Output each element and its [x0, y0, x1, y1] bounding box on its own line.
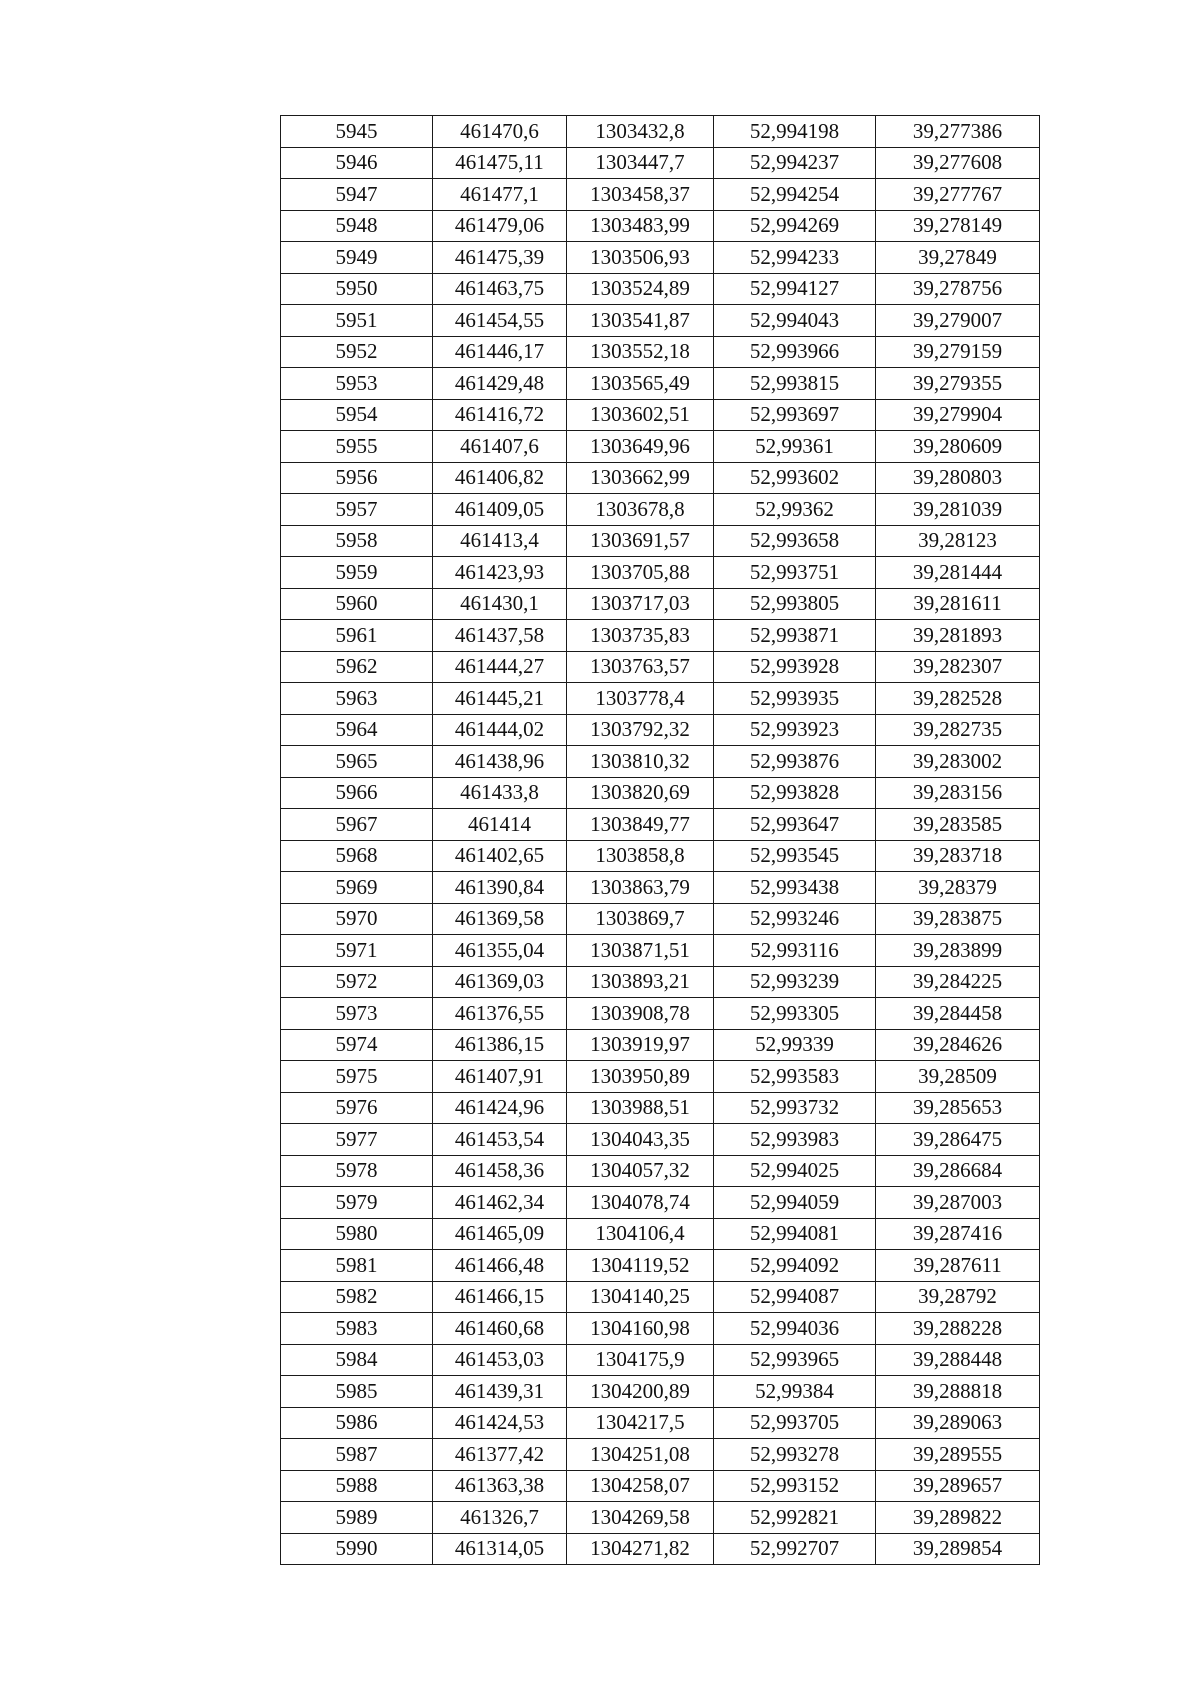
- table-row: [281, 620, 1040, 652]
- table-row: [281, 1407, 1040, 1439]
- latitude-cell: 52,993965: [714, 1344, 876, 1376]
- latitude-cell: 52,994127: [714, 273, 876, 305]
- point-number-cell: 5966: [281, 777, 433, 809]
- y-coordinate-cell: 1303893,21: [567, 966, 714, 998]
- x-coordinate-cell: 461462,34: [433, 1187, 567, 1219]
- longitude-cell: 39,287003: [876, 1187, 1040, 1219]
- longitude-cell: 39,28509: [876, 1061, 1040, 1093]
- point-number-cell: 5969: [281, 872, 433, 904]
- latitude-cell: 52,993705: [714, 1407, 876, 1439]
- point-number-cell: 5949: [281, 242, 433, 274]
- latitude-cell: 52,994198: [714, 116, 876, 148]
- longitude-cell: 39,280609: [876, 431, 1040, 463]
- point-number-cell: 5948: [281, 210, 433, 242]
- y-coordinate-cell: 1304043,35: [567, 1124, 714, 1156]
- point-number-cell: 5962: [281, 651, 433, 683]
- point-number-cell: 5974: [281, 1029, 433, 1061]
- point-number-cell: 5952: [281, 336, 433, 368]
- latitude-cell: 52,994092: [714, 1250, 876, 1282]
- x-coordinate-cell: 461438,96: [433, 746, 567, 778]
- x-coordinate-cell: 461475,39: [433, 242, 567, 274]
- longitude-cell: 39,279904: [876, 399, 1040, 431]
- point-number-cell: 5976: [281, 1092, 433, 1124]
- x-coordinate-cell: 461407,6: [433, 431, 567, 463]
- latitude-cell: 52,993305: [714, 998, 876, 1030]
- point-number-cell: 5965: [281, 746, 433, 778]
- y-coordinate-cell: 1304140,25: [567, 1281, 714, 1313]
- point-number-cell: 5988: [281, 1470, 433, 1502]
- table-row: [281, 525, 1040, 557]
- longitude-cell: 39,277767: [876, 179, 1040, 211]
- table-row: [281, 462, 1040, 494]
- point-number-cell: 5968: [281, 840, 433, 872]
- y-coordinate-cell: 1303871,51: [567, 935, 714, 967]
- point-number-cell: 5982: [281, 1281, 433, 1313]
- latitude-cell: 52,993966: [714, 336, 876, 368]
- longitude-cell: 39,283899: [876, 935, 1040, 967]
- table-row: [281, 1155, 1040, 1187]
- latitude-cell: 52,994237: [714, 147, 876, 179]
- y-coordinate-cell: 1304175,9: [567, 1344, 714, 1376]
- latitude-cell: 52,994036: [714, 1313, 876, 1345]
- table-row: [281, 399, 1040, 431]
- point-number-cell: 5975: [281, 1061, 433, 1093]
- table-row: [281, 557, 1040, 589]
- x-coordinate-cell: 461454,55: [433, 305, 567, 337]
- latitude-cell: 52,993751: [714, 557, 876, 589]
- latitude-cell: 52,99362: [714, 494, 876, 526]
- y-coordinate-cell: 1303691,57: [567, 525, 714, 557]
- coordinates-table: [280, 115, 1040, 1565]
- y-coordinate-cell: 1303506,93: [567, 242, 714, 274]
- point-number-cell: 5956: [281, 462, 433, 494]
- table-row: [281, 1281, 1040, 1313]
- longitude-cell: 39,277608: [876, 147, 1040, 179]
- longitude-cell: 39,27849: [876, 242, 1040, 274]
- latitude-cell: 52,994059: [714, 1187, 876, 1219]
- table-row: [281, 840, 1040, 872]
- point-number-cell: 5985: [281, 1376, 433, 1408]
- table-row: [281, 1344, 1040, 1376]
- table-row: [281, 1250, 1040, 1282]
- y-coordinate-cell: 1303678,8: [567, 494, 714, 526]
- longitude-cell: 39,286475: [876, 1124, 1040, 1156]
- longitude-cell: 39,288448: [876, 1344, 1040, 1376]
- x-coordinate-cell: 461363,38: [433, 1470, 567, 1502]
- x-coordinate-cell: 461326,7: [433, 1502, 567, 1534]
- x-coordinate-cell: 461466,48: [433, 1250, 567, 1282]
- x-coordinate-cell: 461444,02: [433, 714, 567, 746]
- x-coordinate-cell: 461430,1: [433, 588, 567, 620]
- point-number-cell: 5960: [281, 588, 433, 620]
- point-number-cell: 5957: [281, 494, 433, 526]
- longitude-cell: 39,28123: [876, 525, 1040, 557]
- table-row: [281, 305, 1040, 337]
- y-coordinate-cell: 1304106,4: [567, 1218, 714, 1250]
- x-coordinate-cell: 461463,75: [433, 273, 567, 305]
- point-number-cell: 5950: [281, 273, 433, 305]
- latitude-cell: 52,99339: [714, 1029, 876, 1061]
- x-coordinate-cell: 461453,54: [433, 1124, 567, 1156]
- x-coordinate-cell: 461458,36: [433, 1155, 567, 1187]
- latitude-cell: 52,993935: [714, 683, 876, 715]
- latitude-cell: 52,992821: [714, 1502, 876, 1534]
- coordinates-table-body: [281, 116, 1040, 1565]
- point-number-cell: 5977: [281, 1124, 433, 1156]
- y-coordinate-cell: 1303483,99: [567, 210, 714, 242]
- latitude-cell: 52,993239: [714, 966, 876, 998]
- latitude-cell: 52,994233: [714, 242, 876, 274]
- y-coordinate-cell: 1303735,83: [567, 620, 714, 652]
- point-number-cell: 5967: [281, 809, 433, 841]
- table-row: [281, 935, 1040, 967]
- latitude-cell: 52,993876: [714, 746, 876, 778]
- table-row: [281, 1470, 1040, 1502]
- y-coordinate-cell: 1303662,99: [567, 462, 714, 494]
- y-coordinate-cell: 1303552,18: [567, 336, 714, 368]
- table-row: [281, 1124, 1040, 1156]
- longitude-cell: 39,277386: [876, 116, 1040, 148]
- point-number-cell: 5971: [281, 935, 433, 967]
- table-row: [281, 1187, 1040, 1219]
- table-row: [281, 1533, 1040, 1565]
- latitude-cell: 52,99361: [714, 431, 876, 463]
- longitude-cell: 39,279159: [876, 336, 1040, 368]
- table-row: [281, 273, 1040, 305]
- latitude-cell: 52,993983: [714, 1124, 876, 1156]
- table-row: [281, 431, 1040, 463]
- y-coordinate-cell: 1303950,89: [567, 1061, 714, 1093]
- latitude-cell: 52,993871: [714, 620, 876, 652]
- latitude-cell: 52,993545: [714, 840, 876, 872]
- table-row: [281, 1376, 1040, 1408]
- y-coordinate-cell: 1303541,87: [567, 305, 714, 337]
- latitude-cell: 52,993923: [714, 714, 876, 746]
- point-number-cell: 5947: [281, 179, 433, 211]
- point-number-cell: 5951: [281, 305, 433, 337]
- longitude-cell: 39,278756: [876, 273, 1040, 305]
- x-coordinate-cell: 461453,03: [433, 1344, 567, 1376]
- y-coordinate-cell: 1303763,57: [567, 651, 714, 683]
- x-coordinate-cell: 461377,42: [433, 1439, 567, 1471]
- table-row: [281, 777, 1040, 809]
- y-coordinate-cell: 1303705,88: [567, 557, 714, 589]
- y-coordinate-cell: 1304271,82: [567, 1533, 714, 1565]
- longitude-cell: 39,281611: [876, 588, 1040, 620]
- x-coordinate-cell: 461376,55: [433, 998, 567, 1030]
- latitude-cell: 52,994269: [714, 210, 876, 242]
- table-row: [281, 966, 1040, 998]
- longitude-cell: 39,289854: [876, 1533, 1040, 1565]
- latitude-cell: 52,993583: [714, 1061, 876, 1093]
- x-coordinate-cell: 461423,93: [433, 557, 567, 589]
- y-coordinate-cell: 1303524,89: [567, 273, 714, 305]
- x-coordinate-cell: 461429,48: [433, 368, 567, 400]
- longitude-cell: 39,286684: [876, 1155, 1040, 1187]
- table-row: [281, 116, 1040, 148]
- y-coordinate-cell: 1304251,08: [567, 1439, 714, 1471]
- table-row: [281, 1439, 1040, 1471]
- y-coordinate-cell: 1303778,4: [567, 683, 714, 715]
- y-coordinate-cell: 1303988,51: [567, 1092, 714, 1124]
- y-coordinate-cell: 1304200,89: [567, 1376, 714, 1408]
- point-number-cell: 5946: [281, 147, 433, 179]
- x-coordinate-cell: 461445,21: [433, 683, 567, 715]
- y-coordinate-cell: 1303432,8: [567, 116, 714, 148]
- x-coordinate-cell: 461465,09: [433, 1218, 567, 1250]
- longitude-cell: 39,278149: [876, 210, 1040, 242]
- y-coordinate-cell: 1303565,49: [567, 368, 714, 400]
- longitude-cell: 39,283002: [876, 746, 1040, 778]
- y-coordinate-cell: 1303869,7: [567, 903, 714, 935]
- table-row: [281, 1092, 1040, 1124]
- latitude-cell: 52,993732: [714, 1092, 876, 1124]
- table-row: [281, 903, 1040, 935]
- longitude-cell: 39,28792: [876, 1281, 1040, 1313]
- x-coordinate-cell: 461409,05: [433, 494, 567, 526]
- y-coordinate-cell: 1303919,97: [567, 1029, 714, 1061]
- latitude-cell: 52,994254: [714, 179, 876, 211]
- y-coordinate-cell: 1303820,69: [567, 777, 714, 809]
- x-coordinate-cell: 461424,96: [433, 1092, 567, 1124]
- latitude-cell: 52,993278: [714, 1439, 876, 1471]
- longitude-cell: 39,279355: [876, 368, 1040, 400]
- longitude-cell: 39,279007: [876, 305, 1040, 337]
- longitude-cell: 39,281893: [876, 620, 1040, 652]
- y-coordinate-cell: 1303717,03: [567, 588, 714, 620]
- longitude-cell: 39,281039: [876, 494, 1040, 526]
- longitude-cell: 39,287611: [876, 1250, 1040, 1282]
- y-coordinate-cell: 1303863,79: [567, 872, 714, 904]
- table-row: [281, 588, 1040, 620]
- x-coordinate-cell: 461355,04: [433, 935, 567, 967]
- latitude-cell: 52,993647: [714, 809, 876, 841]
- x-coordinate-cell: 461390,84: [433, 872, 567, 904]
- x-coordinate-cell: 461437,58: [433, 620, 567, 652]
- table-row: [281, 1218, 1040, 1250]
- x-coordinate-cell: 461407,91: [433, 1061, 567, 1093]
- longitude-cell: 39,289063: [876, 1407, 1040, 1439]
- table-row: [281, 336, 1040, 368]
- point-number-cell: 5972: [281, 966, 433, 998]
- y-coordinate-cell: 1304217,5: [567, 1407, 714, 1439]
- point-number-cell: 5973: [281, 998, 433, 1030]
- table-row: [281, 651, 1040, 683]
- latitude-cell: 52,993828: [714, 777, 876, 809]
- point-number-cell: 5963: [281, 683, 433, 715]
- longitude-cell: 39,288818: [876, 1376, 1040, 1408]
- table-row: [281, 179, 1040, 211]
- latitude-cell: 52,994087: [714, 1281, 876, 1313]
- y-coordinate-cell: 1303792,32: [567, 714, 714, 746]
- y-coordinate-cell: 1303849,77: [567, 809, 714, 841]
- x-coordinate-cell: 461416,72: [433, 399, 567, 431]
- latitude-cell: 52,99384: [714, 1376, 876, 1408]
- longitude-cell: 39,285653: [876, 1092, 1040, 1124]
- longitude-cell: 39,282735: [876, 714, 1040, 746]
- point-number-cell: 5945: [281, 116, 433, 148]
- x-coordinate-cell: 461402,65: [433, 840, 567, 872]
- longitude-cell: 39,283156: [876, 777, 1040, 809]
- x-coordinate-cell: 461444,27: [433, 651, 567, 683]
- latitude-cell: 52,994043: [714, 305, 876, 337]
- longitude-cell: 39,282528: [876, 683, 1040, 715]
- latitude-cell: 52,994025: [714, 1155, 876, 1187]
- table-row: [281, 683, 1040, 715]
- latitude-cell: 52,993815: [714, 368, 876, 400]
- y-coordinate-cell: 1303810,32: [567, 746, 714, 778]
- point-number-cell: 5983: [281, 1313, 433, 1345]
- x-coordinate-cell: 461479,06: [433, 210, 567, 242]
- point-number-cell: 5980: [281, 1218, 433, 1250]
- point-number-cell: 5970: [281, 903, 433, 935]
- longitude-cell: 39,280803: [876, 462, 1040, 494]
- table-row: [281, 746, 1040, 778]
- table-row: [281, 714, 1040, 746]
- longitude-cell: 39,284458: [876, 998, 1040, 1030]
- x-coordinate-cell: 461369,03: [433, 966, 567, 998]
- point-number-cell: 5978: [281, 1155, 433, 1187]
- latitude-cell: 52,993928: [714, 651, 876, 683]
- longitude-cell: 39,284225: [876, 966, 1040, 998]
- latitude-cell: 52,993602: [714, 462, 876, 494]
- latitude-cell: 52,993116: [714, 935, 876, 967]
- latitude-cell: 52,992707: [714, 1533, 876, 1565]
- x-coordinate-cell: 461413,4: [433, 525, 567, 557]
- table-row: [281, 494, 1040, 526]
- table-row: [281, 1061, 1040, 1093]
- y-coordinate-cell: 1304258,07: [567, 1470, 714, 1502]
- x-coordinate-cell: 461424,53: [433, 1407, 567, 1439]
- point-number-cell: 5979: [281, 1187, 433, 1219]
- latitude-cell: 52,993438: [714, 872, 876, 904]
- point-number-cell: 5954: [281, 399, 433, 431]
- x-coordinate-cell: 461406,82: [433, 462, 567, 494]
- longitude-cell: 39,289822: [876, 1502, 1040, 1534]
- longitude-cell: 39,283585: [876, 809, 1040, 841]
- table-row: [281, 1029, 1040, 1061]
- longitude-cell: 39,289657: [876, 1470, 1040, 1502]
- y-coordinate-cell: 1303458,37: [567, 179, 714, 211]
- point-number-cell: 5958: [281, 525, 433, 557]
- x-coordinate-cell: 461439,31: [433, 1376, 567, 1408]
- table-row: [281, 1313, 1040, 1345]
- point-number-cell: 5987: [281, 1439, 433, 1471]
- x-coordinate-cell: 461475,11: [433, 147, 567, 179]
- y-coordinate-cell: 1303602,51: [567, 399, 714, 431]
- y-coordinate-cell: 1303858,8: [567, 840, 714, 872]
- latitude-cell: 52,993658: [714, 525, 876, 557]
- latitude-cell: 52,993246: [714, 903, 876, 935]
- table-row: [281, 872, 1040, 904]
- longitude-cell: 39,289555: [876, 1439, 1040, 1471]
- point-number-cell: 5959: [281, 557, 433, 589]
- y-coordinate-cell: 1303649,96: [567, 431, 714, 463]
- x-coordinate-cell: 461314,05: [433, 1533, 567, 1565]
- point-number-cell: 5955: [281, 431, 433, 463]
- x-coordinate-cell: 461369,58: [433, 903, 567, 935]
- x-coordinate-cell: 461414: [433, 809, 567, 841]
- table-row: [281, 242, 1040, 274]
- x-coordinate-cell: 461460,68: [433, 1313, 567, 1345]
- y-coordinate-cell: 1304160,98: [567, 1313, 714, 1345]
- point-number-cell: 5981: [281, 1250, 433, 1282]
- longitude-cell: 39,283875: [876, 903, 1040, 935]
- table-row: [281, 998, 1040, 1030]
- y-coordinate-cell: 1304078,74: [567, 1187, 714, 1219]
- point-number-cell: 5984: [281, 1344, 433, 1376]
- table-row: [281, 368, 1040, 400]
- y-coordinate-cell: 1304119,52: [567, 1250, 714, 1282]
- point-number-cell: 5964: [281, 714, 433, 746]
- longitude-cell: 39,288228: [876, 1313, 1040, 1345]
- y-coordinate-cell: 1303908,78: [567, 998, 714, 1030]
- point-number-cell: 5986: [281, 1407, 433, 1439]
- x-coordinate-cell: 461466,15: [433, 1281, 567, 1313]
- longitude-cell: 39,282307: [876, 651, 1040, 683]
- y-coordinate-cell: 1304057,32: [567, 1155, 714, 1187]
- x-coordinate-cell: 461470,6: [433, 116, 567, 148]
- latitude-cell: 52,993697: [714, 399, 876, 431]
- table-row: [281, 210, 1040, 242]
- longitude-cell: 39,287416: [876, 1218, 1040, 1250]
- latitude-cell: 52,993152: [714, 1470, 876, 1502]
- x-coordinate-cell: 461477,1: [433, 179, 567, 211]
- table-row: [281, 809, 1040, 841]
- point-number-cell: 5953: [281, 368, 433, 400]
- point-number-cell: 5990: [281, 1533, 433, 1565]
- longitude-cell: 39,28379: [876, 872, 1040, 904]
- longitude-cell: 39,284626: [876, 1029, 1040, 1061]
- table-row: [281, 147, 1040, 179]
- table-row: [281, 1502, 1040, 1534]
- x-coordinate-cell: 461446,17: [433, 336, 567, 368]
- x-coordinate-cell: 461433,8: [433, 777, 567, 809]
- y-coordinate-cell: 1304269,58: [567, 1502, 714, 1534]
- latitude-cell: 52,994081: [714, 1218, 876, 1250]
- latitude-cell: 52,993805: [714, 588, 876, 620]
- longitude-cell: 39,283718: [876, 840, 1040, 872]
- longitude-cell: 39,281444: [876, 557, 1040, 589]
- point-number-cell: 5989: [281, 1502, 433, 1534]
- y-coordinate-cell: 1303447,7: [567, 147, 714, 179]
- x-coordinate-cell: 461386,15: [433, 1029, 567, 1061]
- point-number-cell: 5961: [281, 620, 433, 652]
